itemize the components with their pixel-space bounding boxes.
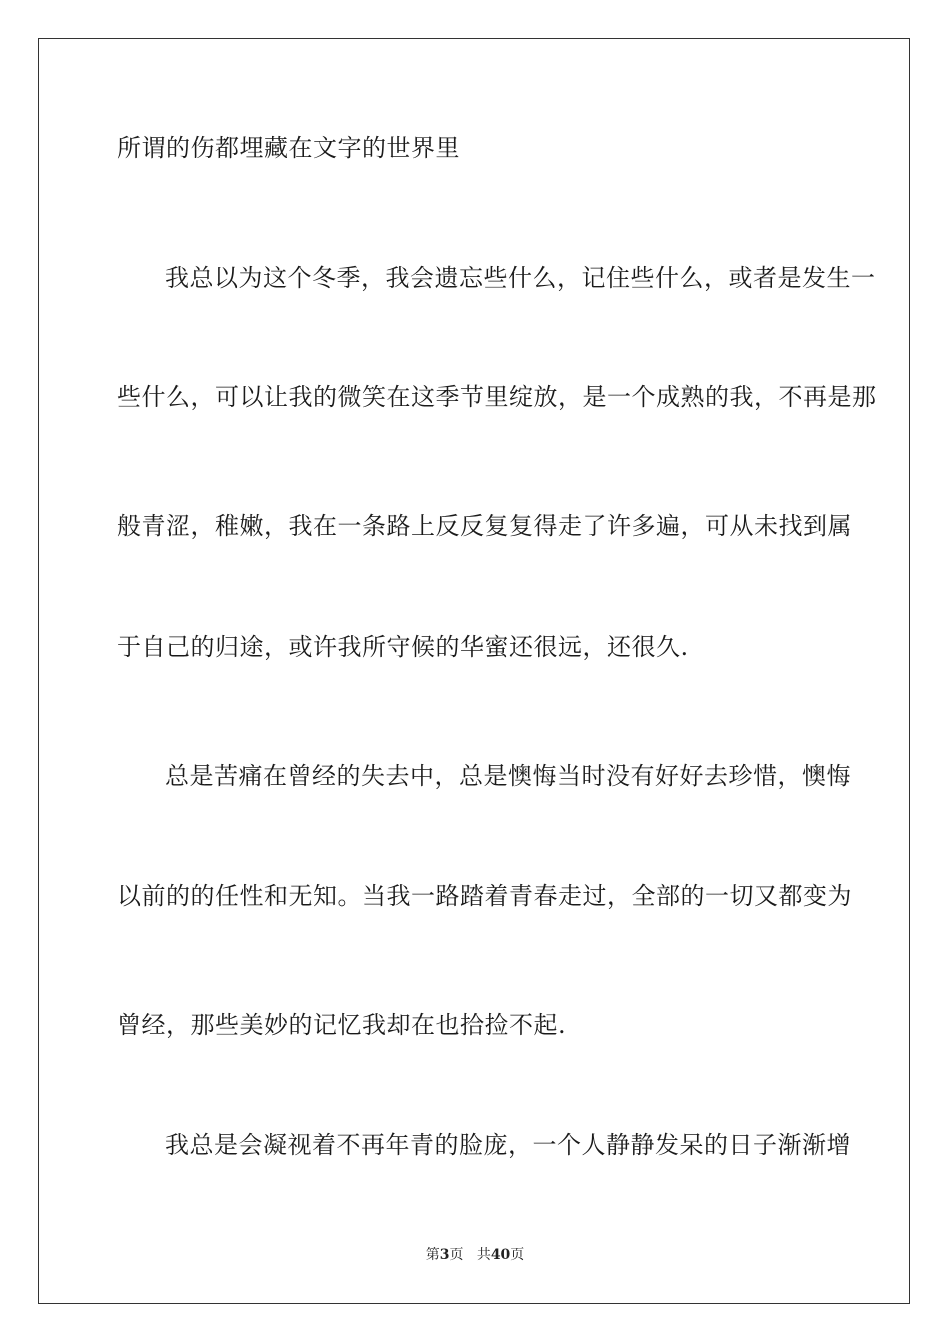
text-line-1: 所谓的伤都埋藏在文字的世界里	[117, 134, 460, 162]
text-line-2: 我总以为这个冬季，我会遗忘些什么，记住些什么，或者是发生一	[165, 264, 876, 292]
total-prefix: 共	[476, 1247, 491, 1263]
page-frame	[38, 38, 910, 1304]
text-line-8: 曾经，那些美妙的记忆我却在也拾捡不起.	[117, 1011, 567, 1039]
text-line-3: 些什么，可以让我的微笑在这季节里绽放，是一个成熟的我，不再是那	[117, 383, 877, 411]
text-line-9: 我总是会凝视着不再年青的脸庞，一个人静静发呆的日子渐渐增	[165, 1131, 851, 1159]
page-suffix: 页	[449, 1247, 464, 1263]
text-line-7: 以前的的任性和无知。当我一路踏着青春走过，全部的一切又都变为	[117, 882, 852, 910]
text-line-6: 总是苦痛在曾经的失去中，总是懊悔当时没有好好去珍惜，懊悔	[165, 762, 851, 790]
total-pages: 40	[490, 1247, 511, 1263]
text-line-5: 于自己的归途，或许我所守候的华蜜还很远，还很久.	[117, 633, 689, 661]
total-suffix: 页	[510, 1247, 525, 1263]
page-footer	[0, 1246, 950, 1264]
text-line-4: 般青涩，稚嫩，我在一条路上反反复复得走了许多遍，可从未找到属	[117, 512, 852, 540]
page-number: 3	[439, 1247, 450, 1263]
page-prefix: 第	[425, 1247, 440, 1263]
